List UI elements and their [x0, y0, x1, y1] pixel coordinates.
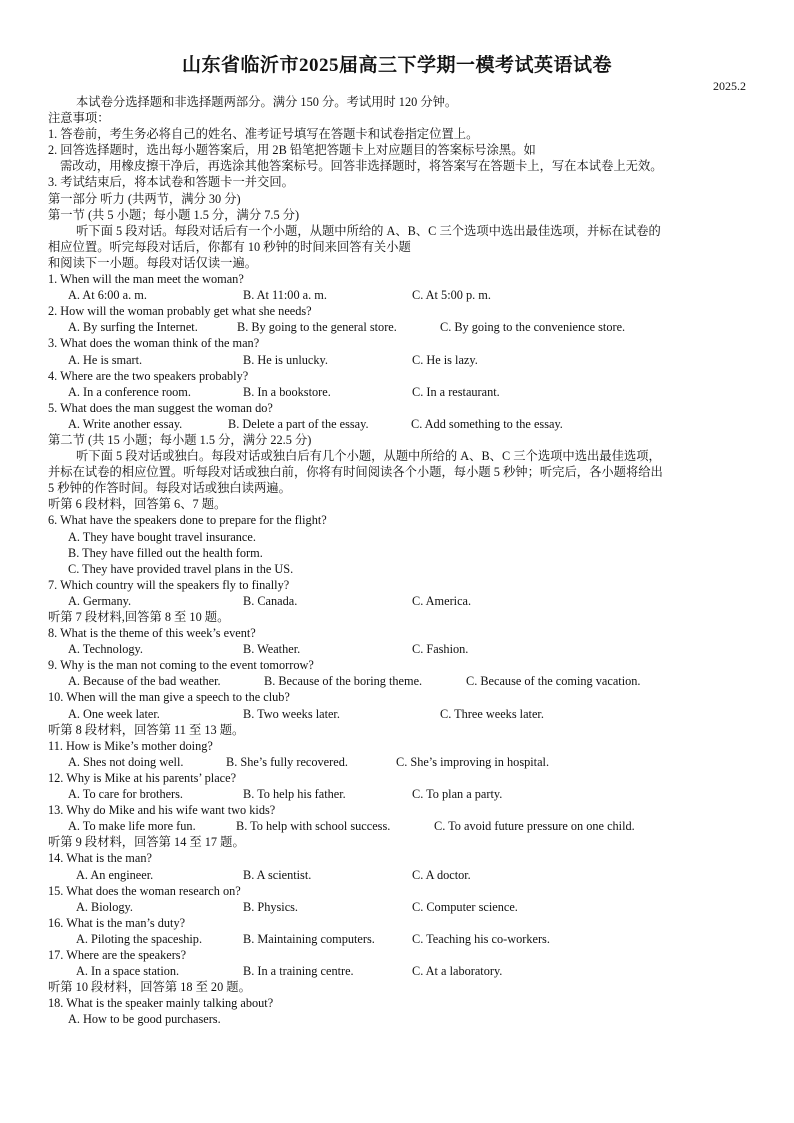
option-c: C. At 5:00 p. m.	[412, 288, 491, 303]
option-a: A. An engineer.	[76, 867, 154, 882]
option-c: C. Computer science.	[412, 899, 518, 914]
question-text: 6. What have the speakers done to prepare for the flight?	[48, 513, 327, 528]
option-b: B. By going to the general store.	[237, 320, 397, 335]
option-row	[48, 416, 750, 432]
question-text: 2. How will the woman probably get what she needs?	[48, 304, 312, 319]
option-b: B. A scientist.	[243, 867, 312, 882]
option-row	[48, 319, 750, 335]
option-a: A. Shes not doing well.	[68, 754, 184, 769]
question-text: 17. Where are the speakers?	[48, 947, 187, 962]
section-instructions: 和阅读下一小题。每段对话仅读一遍。	[48, 255, 258, 270]
section-instructions: 听下面 5 段对话或独白。每段对话或独白后有几个小题，从题中所给的 A、B、C 三个选项中选出最佳选项，	[76, 449, 661, 464]
option-c: C. Because of the coming vacation.	[466, 674, 641, 689]
notice-item: 1. 答卷前，考生务必将自己的姓名、准考证号填写在答题卡和试卷指定位置上。	[48, 127, 479, 142]
option-c: C. Three weeks later.	[440, 706, 544, 721]
option-row	[48, 963, 750, 979]
question-text: 12. Why is Mike at his parents’ place?	[48, 770, 237, 785]
option-c: C. To plan a party.	[412, 787, 503, 802]
question-text: 10. When will the man give a speech to the club?	[48, 690, 290, 705]
option-row	[48, 287, 750, 303]
option-b: B. Because of the boring theme.	[264, 674, 423, 689]
option-b: B. Canada.	[243, 593, 298, 608]
option-a: A. Piloting the spaceship.	[76, 931, 203, 946]
option-row	[48, 706, 750, 722]
option-c: C. By going to the convenience store.	[440, 320, 626, 335]
option-row	[48, 786, 750, 802]
option-c: C. They have provided travel plans in the US.	[68, 561, 294, 576]
option-row	[48, 754, 750, 770]
material-heading: 听第 7 段材料,回答第 8 至 10 题。	[48, 610, 230, 624]
option-row	[48, 899, 750, 915]
option-a: A. To care for brothers.	[68, 787, 184, 802]
option-c: C. America.	[412, 593, 472, 608]
question-text: 14. What is the man?	[48, 851, 152, 866]
material-heading: 听第 9 段材料，回答第 14 至 17 题。	[48, 835, 245, 850]
question-text: 13. Why do Mike and his wife want two kids?	[48, 803, 276, 818]
option-b: B. To help with school success.	[236, 819, 391, 834]
question-text: 16. What is the man’s duty?	[48, 915, 186, 930]
notice-heading: 注意事项：	[48, 111, 110, 126]
option-c: C. A doctor.	[412, 867, 471, 882]
option-a: A. Technology.	[68, 642, 143, 657]
option-b: B. In a bookstore.	[243, 384, 331, 399]
intro-text: 本试卷分选择题和非选择题两部分。满分 150 分。考试用时 120 分钟。	[76, 95, 458, 109]
option-b: B. To help his father.	[243, 787, 346, 802]
option-a: A. Write another essay.	[68, 416, 183, 431]
section-instructions: 相应位置。听完每段对话后，你都有 10 秒钟的时间来回答有关小题	[48, 239, 411, 254]
question-text: 15. What does the woman research on?	[48, 883, 241, 898]
option-c: C. Teaching his co-workers.	[412, 931, 550, 946]
option-c: C. He is lazy.	[412, 352, 478, 367]
option-a: A. Germany.	[68, 593, 132, 608]
option-row	[48, 931, 750, 947]
question-text: 1. When will the man meet the woman?	[48, 272, 244, 287]
option-row	[48, 593, 750, 609]
section-instructions: 5 秒钟的作答时间。每段对话或独白读两遍。	[48, 481, 291, 496]
material-heading: 听第 8 段材料，回答第 11 至 13 题。	[48, 722, 245, 737]
option-b: B. At 11:00 a. m.	[243, 288, 327, 303]
option-c: C. In a restaurant.	[412, 384, 500, 399]
option-a: A. At 6:00 a. m.	[68, 288, 147, 303]
option-a: A. By surfing the Internet.	[68, 320, 198, 335]
option-a: A. To make life more fun.	[68, 819, 196, 834]
section-heading: 第一节 (共 5 小题；每小题 1.5 分，满分 7.5 分)	[48, 207, 300, 222]
option-c: C. At a laboratory.	[412, 964, 503, 979]
option-a: A. How to be good purchasers.	[68, 1012, 221, 1027]
material-heading: 听第 10 段材料，回答第 18 至 20 题。	[48, 980, 251, 995]
option-a: A. Biology.	[76, 899, 133, 914]
option-b: B. In a training centre.	[243, 964, 354, 979]
option-row	[48, 867, 750, 883]
part-heading: 第一部分 听力 (共两节，满分 30 分)	[48, 191, 241, 206]
option-a: A. Because of the bad weather.	[68, 674, 221, 689]
exam-body	[48, 94, 750, 1027]
section-heading: 第二节 (共 15 小题；每小题 1.5 分，满分 22.5 分)	[48, 432, 312, 447]
question-text: 4. Where are the two speakers probably?	[48, 368, 249, 383]
option-a: A. One week later.	[68, 706, 160, 721]
notice-item: 3. 考试结束后，将本试卷和答题卡一并交回。	[48, 175, 294, 190]
option-a: A. He is smart.	[68, 352, 143, 367]
option-c: C. Fashion.	[412, 642, 469, 657]
option-row	[48, 673, 750, 689]
option-b: B. He is unlucky.	[243, 352, 328, 367]
exam-date: 2025.2	[713, 79, 746, 93]
option-row	[48, 352, 750, 368]
option-b: B. Maintaining computers.	[243, 931, 375, 946]
question-text: 9. Why is the man not coming to the event tomorrow?	[48, 658, 314, 673]
option-b: B. Weather.	[243, 642, 301, 657]
option-b: B. She’s fully recovered.	[226, 754, 348, 769]
option-row	[48, 818, 750, 834]
question-text: 3. What does the woman think of the man?	[48, 336, 260, 351]
page-title: 山东省临沂市2025届高三下学期一模考试英语试卷	[181, 55, 612, 76]
option-b: B. Two weeks later.	[243, 706, 340, 721]
section-instructions: 听下面 5 段对话。每段对话后有一个小题，从题中所给的 A、B、C 三个选项中选出最佳选项，并标在试卷的	[76, 223, 661, 238]
option-b: B. They have filled out the health form.	[68, 545, 263, 560]
question-text: 18. What is the speaker mainly talking about?	[48, 996, 274, 1011]
option-c: C. She’s improving in hospital.	[396, 754, 550, 769]
option-a: A. They have bought travel insurance.	[68, 529, 256, 544]
notice-item: 2. 回答选择题时，选出每小题答案后，用 2B 铅笔把答题卡上对应题目的答案标号涂黑。如	[48, 143, 536, 158]
question-text: 11. How is Mike’s mother doing?	[48, 738, 213, 753]
option-c: C. Add something to the essay.	[411, 416, 563, 431]
question-text: 7. Which country will the speakers fly to finally?	[48, 577, 290, 592]
question-text: 8. What is the theme of this week’s event?	[48, 626, 256, 641]
option-b: B. Delete a part of the essay.	[228, 416, 369, 431]
option-row	[48, 384, 750, 400]
option-c: C. To avoid future pressure on one child.	[434, 819, 635, 834]
option-b: B. Physics.	[243, 899, 299, 914]
option-row	[48, 641, 750, 657]
material-heading: 听第 6 段材料，回答第 6、7 题。	[48, 497, 227, 512]
question-text: 5. What does the man suggest the woman do?	[48, 400, 273, 415]
option-a: A. In a conference room.	[68, 384, 191, 399]
option-a: A. In a space station.	[76, 964, 180, 979]
section-instructions: 并标在试卷的相应位置。听每段对话或独白前，你将有时间阅读各个小题，每小题 5 秒钟；听完后，各小题将给出	[48, 465, 663, 480]
notice-item: 需改动，用橡皮擦干净后，再选涂其他答案标号。回答非选择题时，将答案写在答题卡上，写在本试卷上无效。	[60, 159, 663, 174]
